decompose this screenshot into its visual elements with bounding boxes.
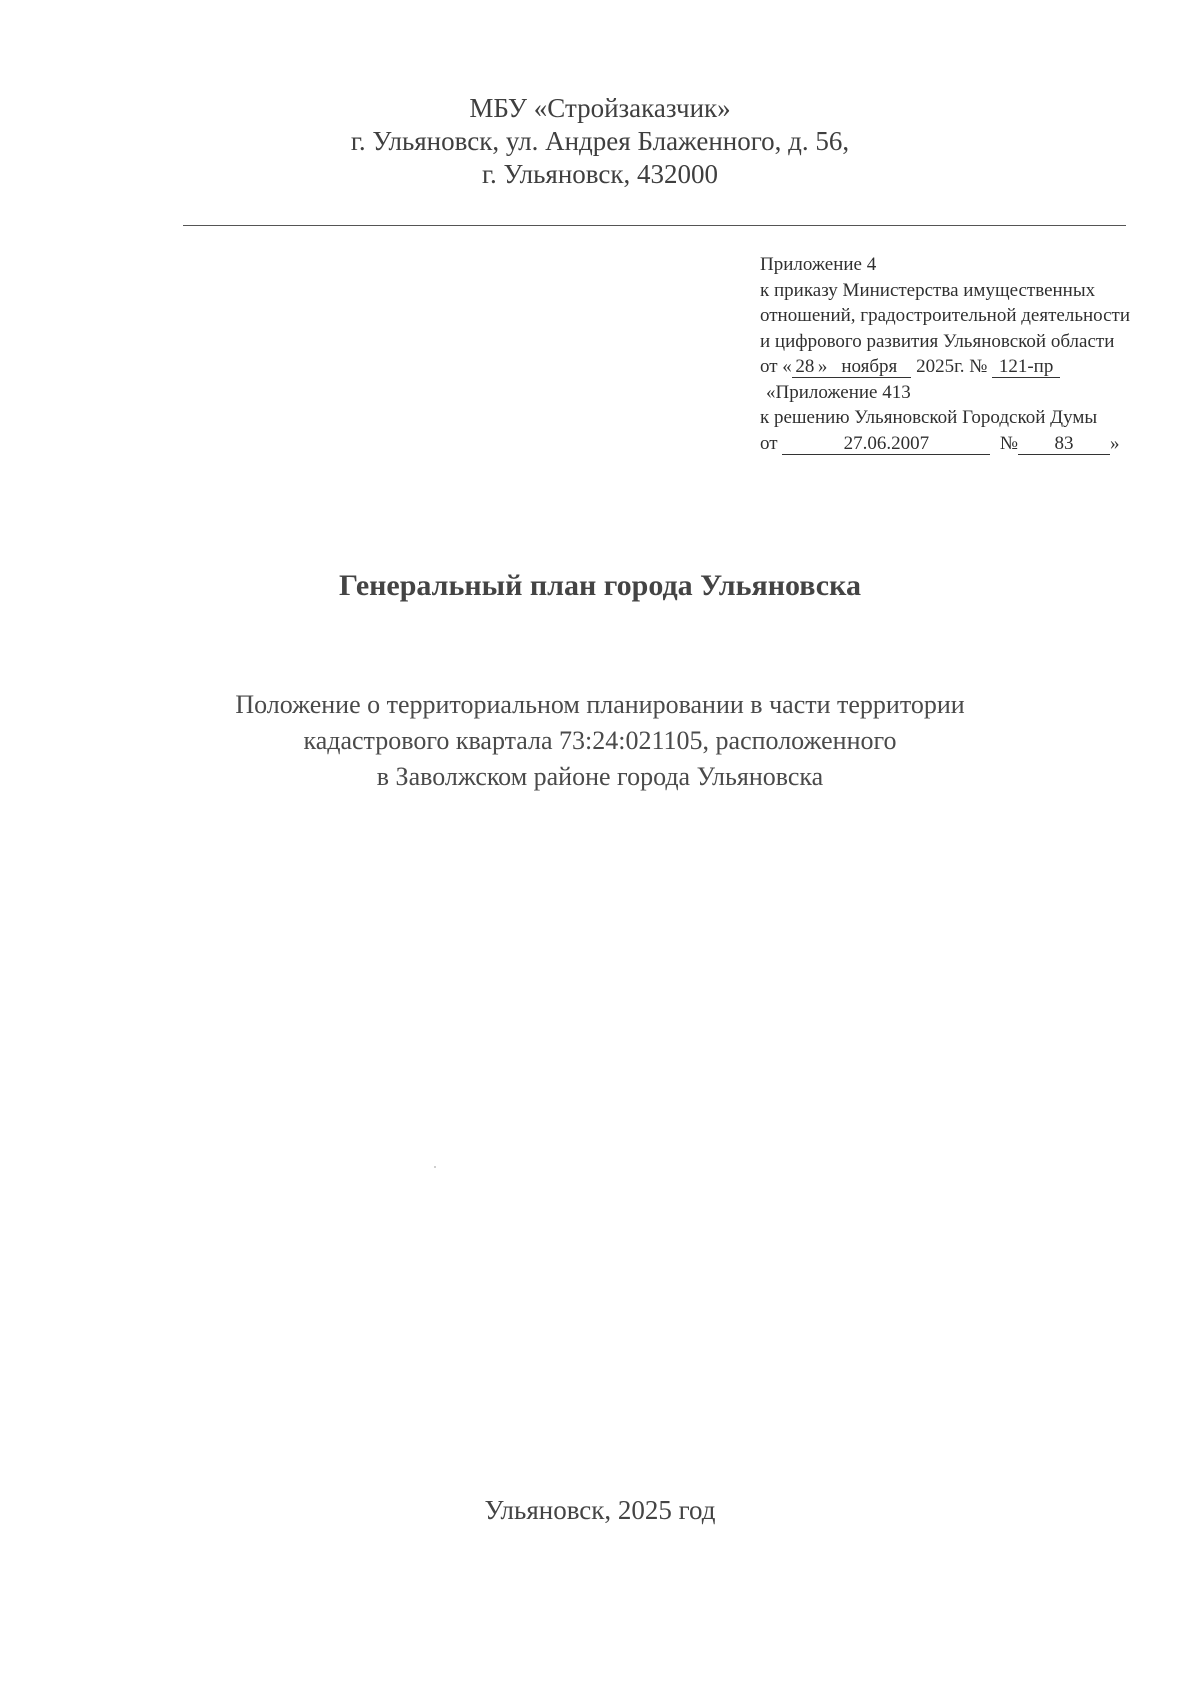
appendix-decision-date-line bbox=[760, 431, 1170, 457]
appendix-order-ref: к приказу Министерства имущественных bbox=[760, 279, 1096, 301]
decision-number-label: № bbox=[999, 432, 1018, 454]
appendix-decision-title: «Приложение 413 bbox=[766, 381, 911, 403]
document-footer: Ульяновск, 2025 год bbox=[484, 1495, 716, 1525]
scan-speck bbox=[434, 1166, 436, 1168]
appendix-decision-body: к решению Ульяновской Городской Думы bbox=[760, 407, 1098, 428]
order-month: ноября bbox=[827, 357, 911, 378]
organization-name: МБУ «Стройзаказчик» bbox=[469, 93, 731, 123]
order-day: 28 bbox=[792, 357, 818, 378]
document-title: Генеральный план города Ульяновска bbox=[339, 569, 861, 602]
order-year: 2025г. № bbox=[916, 356, 988, 377]
appendix-region: и цифрового развития Ульяновской области bbox=[760, 330, 1115, 352]
document-subtitle bbox=[0, 687, 1200, 795]
order-number: 121-пр bbox=[992, 357, 1060, 378]
subtitle-line-2: кадастрового квартала 73:24:021105, расположенного bbox=[303, 726, 897, 755]
organization-header bbox=[0, 92, 1200, 191]
header-divider bbox=[183, 225, 1126, 226]
decision-date-prefix: от bbox=[760, 432, 778, 454]
appendix-order-date-line bbox=[760, 354, 1170, 380]
appendix-block bbox=[760, 252, 1170, 456]
organization-address: г. Ульяновск, ул. Андрея Блаженного, д. 56, bbox=[350, 126, 850, 156]
decision-number: 83 bbox=[1018, 434, 1110, 455]
appendix-ministry: отношений, градостроительной деятельности bbox=[760, 305, 1131, 326]
order-date-prefix: от « bbox=[760, 356, 792, 377]
subtitle-line-3: в Заволжском районе города Ульяновска bbox=[376, 762, 824, 791]
decision-date: 27.06.2007 bbox=[782, 434, 990, 455]
appendix-number: Приложение 4 bbox=[760, 254, 877, 275]
order-day-close: » bbox=[817, 356, 828, 377]
organization-city-zip: г. Ульяновск, 432000 bbox=[482, 159, 718, 189]
subtitle-line-1: Положение о территориальном планировании в части территории bbox=[235, 690, 965, 719]
decision-close: » bbox=[1109, 432, 1120, 454]
